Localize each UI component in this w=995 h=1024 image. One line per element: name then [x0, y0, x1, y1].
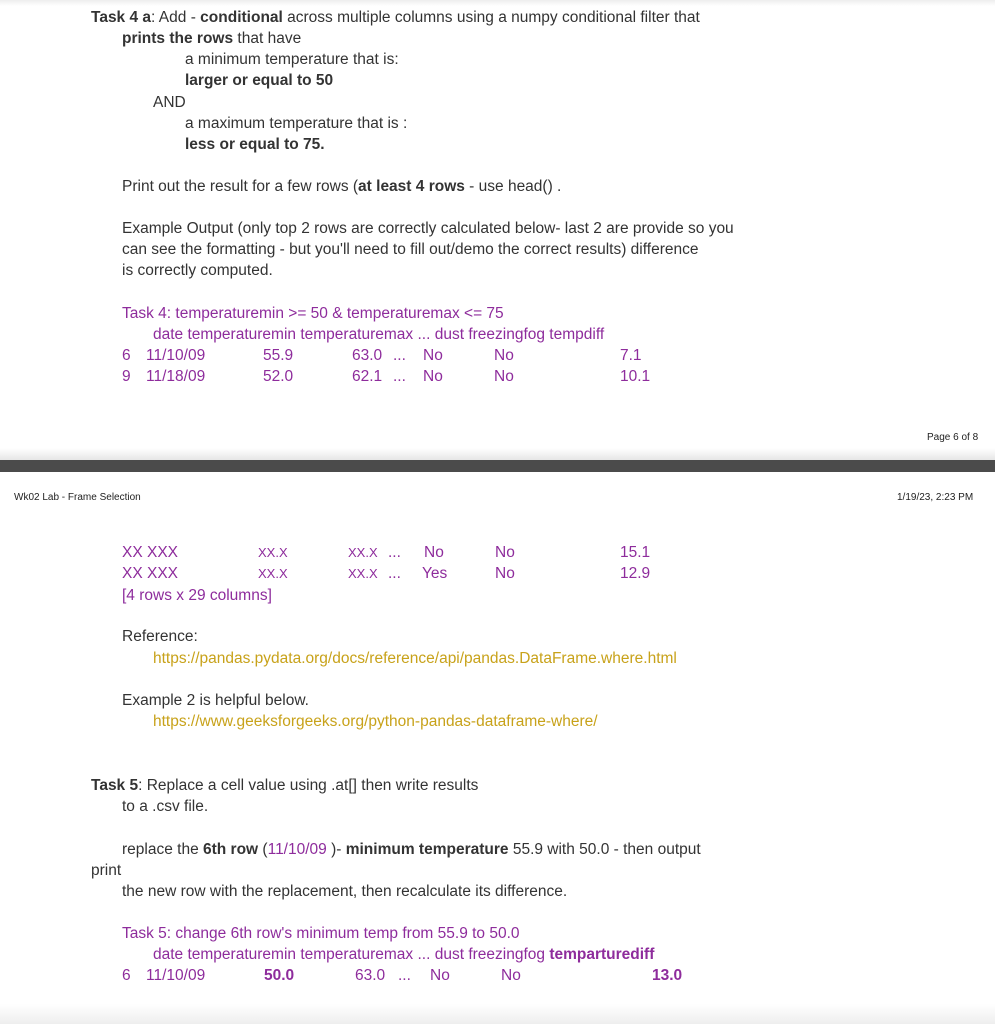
row-dust: No	[424, 544, 444, 561]
page-top-edge	[0, 0, 995, 6]
row-ellipsis: ...	[388, 565, 401, 582]
row-index: 9	[122, 368, 131, 385]
task4-text: : Add -	[151, 9, 201, 26]
task5-header-diff: temparturediff	[549, 946, 655, 963]
row-max: XX.X	[348, 566, 378, 581]
row-fog: No	[495, 544, 515, 561]
task5-label: Task 5	[91, 777, 139, 794]
row-diff: 10.1	[620, 368, 651, 385]
row-dust: Yes	[422, 565, 448, 582]
row-fog: No	[495, 565, 515, 582]
min-temp-label: a minimum temperature that is:	[185, 51, 399, 68]
example-line-1: Example Output (only top 2 rows are correctly calculated below- last 2 are provide so you	[122, 220, 734, 237]
row-index: 6	[122, 347, 131, 364]
example2-link[interactable]: https://www.geeksforgeeks.org/python-pandas-dataframe-where/	[153, 713, 598, 730]
print-at-least: at least 4 rows	[358, 178, 465, 195]
task4-heading-line	[91, 7, 700, 28]
task5-heading-line	[91, 775, 478, 796]
task4-prints-rows: prints the rows	[122, 30, 234, 47]
print-text-rest: - use head() .	[464, 178, 562, 195]
task4-output-title: Task 4: temperaturemin >= 50 & temperaturemax <= 75	[122, 305, 504, 322]
reference-link[interactable]: https://pandas.pydata.org/docs/reference/api/pandas.DataFrame.where.html	[153, 650, 677, 667]
task4-line2	[122, 28, 301, 49]
row-max: 63.0	[352, 347, 383, 364]
print-instruction	[122, 176, 561, 197]
row-ellipsis: ...	[388, 544, 401, 561]
row-ellipsis: ...	[398, 967, 411, 984]
page-bottom-edge	[0, 1004, 995, 1024]
row-date: 11/18/09	[146, 368, 206, 385]
row-min: 50.0	[264, 967, 295, 984]
row-max: 63.0	[355, 967, 386, 984]
row-diff: 12.9	[620, 565, 651, 582]
dataframe-shape: [4 rows x 29 columns]	[122, 587, 272, 604]
max-temp-value: less or equal to 75.	[185, 136, 325, 153]
page-number: Page 6 of 8	[927, 432, 979, 443]
row-max: XX.X	[348, 545, 378, 560]
page-gap-shadow	[0, 448, 995, 460]
example-line-2: can see the formatting - but you'll need to fill out/demo the correct results) difference	[122, 241, 699, 258]
row-date: 11/10/09	[146, 967, 206, 984]
row-dust: No	[423, 347, 443, 364]
task5-heading-line2: to a .csv file.	[122, 798, 209, 815]
print-header-title: Wk02 Lab - Frame Selection	[14, 492, 141, 503]
row-fog: No	[494, 347, 514, 364]
task4-conditional: conditional	[200, 9, 283, 26]
row-date: 11/10/09	[146, 347, 206, 364]
reference-label: Reference:	[122, 628, 198, 645]
row-date: XX XXX	[122, 544, 178, 561]
print-text: Print out the result for a few rows (	[122, 178, 359, 195]
row-min: XX.X	[258, 545, 288, 560]
row-diff: 15.1	[620, 544, 651, 561]
replace-paren-close: )-	[326, 841, 346, 858]
min-temp-value: larger or equal to 50	[185, 72, 334, 89]
task5-replace-line	[122, 839, 701, 860]
row-min: 52.0	[263, 368, 294, 385]
row-date: XX XXX	[122, 565, 178, 582]
max-temp-label: a maximum temperature that is :	[185, 115, 408, 132]
row-dust: No	[430, 967, 450, 984]
task5-text: : Replace a cell value using .at[] then write results	[138, 777, 479, 794]
replace-date: 11/10/09	[267, 841, 327, 858]
row-fog: No	[501, 967, 521, 984]
example2-label: Example 2 is helpful below.	[122, 692, 309, 709]
print-header-date: 1/19/23, 2:23 PM	[897, 492, 974, 503]
task4-text-rest: across multiple columns using a numpy conditional filter that	[282, 9, 700, 26]
replace-6th-row: 6th row	[203, 841, 259, 858]
row-diff: 13.0	[652, 967, 683, 984]
replace-min-temp: minimum temperature	[345, 841, 509, 858]
task4-output-header: date temperaturemin temperaturemax ... dust freezingfog tempdiff	[153, 326, 605, 343]
print-word: print	[91, 862, 122, 879]
example-line-3: is correctly computed.	[122, 262, 273, 279]
task5-header-cols: date temperaturemin temperaturemax ... dust freezingfog	[153, 946, 550, 963]
row-ellipsis: ...	[393, 368, 406, 385]
task4-label: Task 4 a	[91, 9, 152, 26]
replace-text: replace the	[122, 841, 203, 858]
and-label: AND	[153, 94, 186, 111]
row-fog: No	[494, 368, 514, 385]
replace-values: 55.9 with 50.0 - then output	[508, 841, 701, 858]
page-separator	[0, 460, 995, 472]
row-min: XX.X	[258, 566, 288, 581]
row-ellipsis: ...	[393, 347, 406, 364]
task5-line3: the new row with the replacement, then recalculate its difference.	[122, 883, 568, 900]
row-max: 62.1	[352, 368, 383, 385]
row-index: 6	[122, 967, 131, 984]
task4-that-have: that have	[233, 30, 302, 47]
task5-output-title: Task 5: change 6th row's minimum temp from 55.9 to 50.0	[122, 925, 520, 942]
row-diff: 7.1	[620, 347, 642, 364]
task5-output-header	[153, 944, 654, 965]
row-dust: No	[423, 368, 443, 385]
row-min: 55.9	[263, 347, 294, 364]
replace-paren: (	[258, 841, 268, 858]
